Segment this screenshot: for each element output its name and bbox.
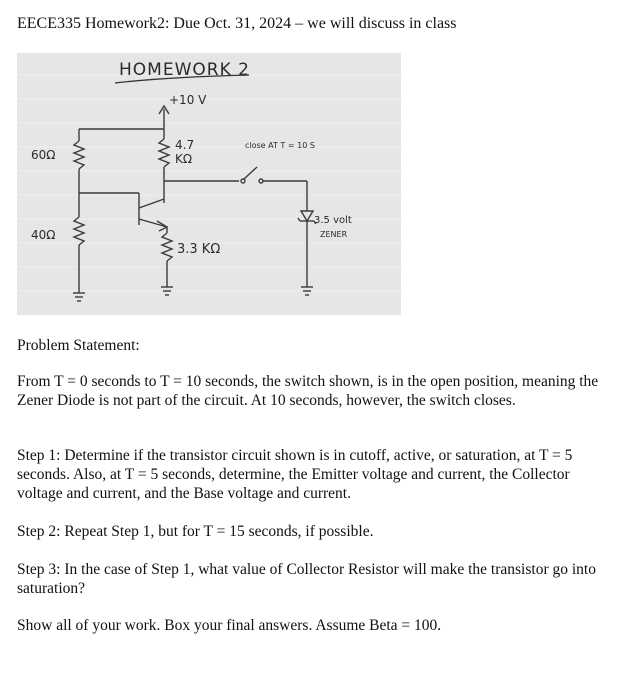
- step2-paragraph: Step 2: Repeat Step 1, but for T = 15 seconds, if possible.: [17, 523, 374, 540]
- zener-value-label: 3.5 volt: [314, 215, 352, 226]
- step3-paragraph: Step 3: In the case of Step 1, what value of Collector Resistor will make the transistor go into saturation?: [17, 561, 596, 597]
- r-collector-value-label: 4.7: [175, 138, 195, 152]
- problem-heading: Problem Statement:: [17, 337, 140, 354]
- intro-paragraph: From T = 0 seconds to T = 10 seconds, the switch shown, is in the open position, meaning the Zener Diode is not part of the circuit. At 10 seconds, however, the switch closes.: [17, 373, 599, 409]
- r-left-top-label: 60Ω: [31, 148, 56, 162]
- step1-paragraph: Step 1: Determine if the transistor circuit shown is in cutoff, active, or saturation, at T = 5 seconds. Also, at T = 5 seconds, determine, the Emitter voltage and current, the Collector voltage and current, and the Base voltage and current.: [17, 447, 573, 502]
- circuit-figure: [17, 53, 401, 315]
- circuit-diagram: [17, 53, 401, 315]
- closing-paragraph: Show all of your work. Box your final answers. Assume Beta = 100.: [17, 617, 442, 634]
- r-collector-unit-label: KΩ: [175, 152, 193, 166]
- photo-background: [17, 53, 401, 315]
- r-left-bottom-label: 40Ω: [31, 228, 56, 242]
- r-emitter-label: 3.3 KΩ: [177, 242, 221, 257]
- supply-label: +10 V: [169, 93, 207, 107]
- page-title: EECE335 Homework2: Due Oct. 31, 2024 – we will discuss in class: [17, 15, 457, 32]
- switch-note-label: close AT T = 10 S: [245, 141, 315, 150]
- zener-type-label: ZENER: [320, 230, 348, 239]
- figure-heading: HOMEWORK 2: [119, 60, 250, 80]
